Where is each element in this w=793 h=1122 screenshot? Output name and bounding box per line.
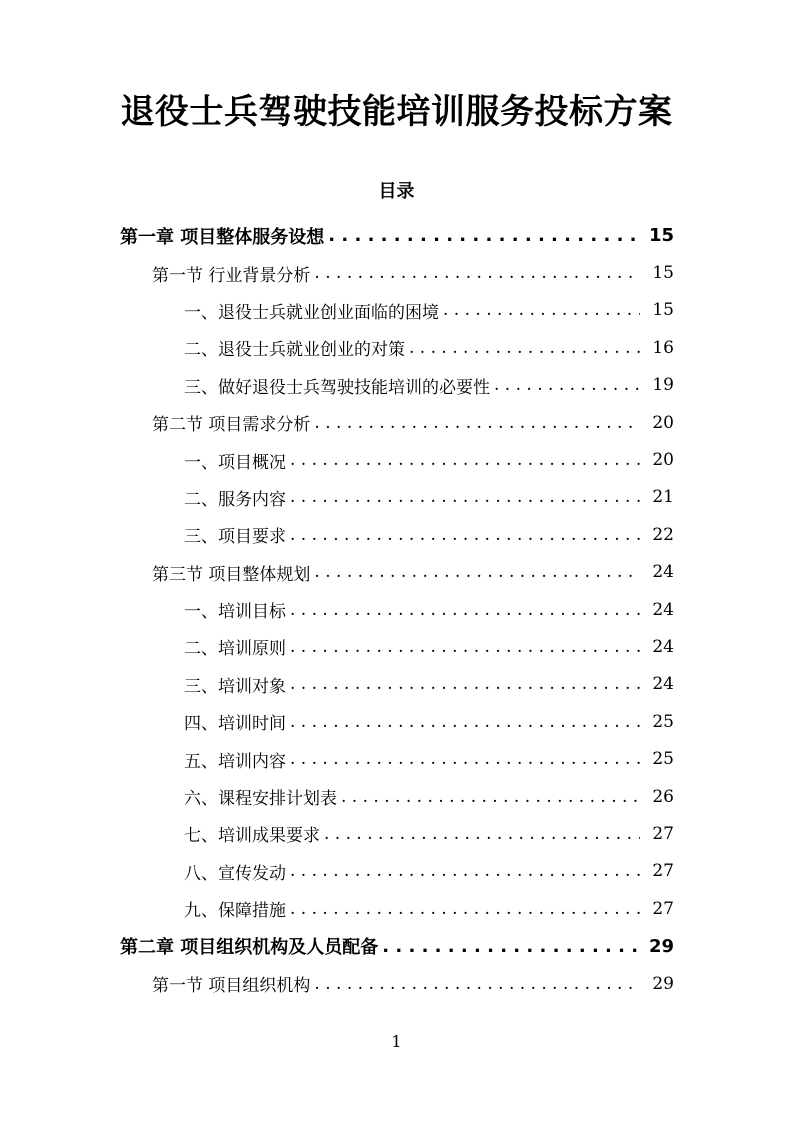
toc-dot-leader (314, 263, 640, 283)
toc-entry-label: 三、培训对象 (184, 672, 290, 697)
toc-entry-label: 二、服务内容 (184, 485, 290, 510)
toc-subsection-entry[interactable] (184, 591, 674, 628)
toc-entry-page: 24 (652, 599, 674, 620)
toc-entry-page: 22 (652, 524, 674, 545)
toc-entry-page: 24 (652, 674, 674, 695)
toc-dot-leader (290, 899, 640, 919)
toc-entry-label: 第一章 项目整体服务设想 (120, 223, 328, 249)
toc-entry-page: 15 (652, 263, 674, 284)
toc-dot-leader (443, 300, 640, 320)
toc-entry-page: 20 (652, 450, 674, 471)
toc-subsection-entry[interactable] (184, 703, 674, 740)
toc-dot-leader (314, 974, 640, 994)
toc-entry-label: 第一节 项目组织机构 (152, 971, 314, 996)
toc-subsection-entry[interactable] (184, 853, 674, 890)
toc-entry-label: 二、退役士兵就业创业的对策 (184, 335, 409, 360)
toc-entry-label: 三、项目要求 (184, 522, 290, 547)
toc-dot-leader (328, 225, 640, 246)
toc-dot-leader (409, 338, 640, 358)
toc-chapter-entry[interactable] (120, 927, 674, 964)
toc-dot-leader (290, 525, 640, 545)
toc-subsection-entry[interactable] (184, 479, 674, 516)
toc-entry-page: 29 (652, 973, 674, 994)
toc-entry-page: 24 (652, 562, 674, 583)
toc-entry-label: 第一节 行业背景分析 (152, 261, 314, 286)
toc-subsection-entry[interactable] (184, 628, 674, 665)
toc-subsection-entry[interactable] (184, 666, 674, 703)
toc-dot-leader (494, 375, 640, 395)
toc-dot-leader (290, 749, 640, 769)
toc-dot-leader (314, 562, 640, 582)
toc-entry-page: 21 (652, 487, 674, 508)
toc-entry-page: 16 (652, 337, 674, 358)
toc-entry-label: 第三节 项目整体规划 (152, 560, 314, 585)
toc-subsection-entry[interactable] (184, 367, 674, 404)
toc-entry-label: 一、项目概况 (184, 448, 290, 473)
toc-subsection-entry[interactable] (184, 740, 674, 777)
toc-subsection-entry[interactable] (184, 292, 674, 329)
toc-subsection-entry[interactable] (184, 890, 674, 927)
document-title: 退役士兵驾驶技能培训服务投标方案 (120, 92, 673, 132)
toc-entry-label: 五、培训内容 (184, 747, 290, 772)
toc-entry-label: 四、培训时间 (184, 709, 290, 734)
toc-entry-page: 27 (652, 823, 674, 844)
toc-section-entry[interactable] (152, 965, 674, 1002)
toc-entry-page: 26 (652, 786, 674, 807)
toc-subsection-entry[interactable] (184, 329, 674, 366)
toc-entry-label: 九、保障措施 (184, 896, 290, 921)
toc-entry-page: 25 (652, 711, 674, 732)
toc-dot-leader (290, 674, 640, 694)
toc-entry-label: 一、退役士兵就业创业面临的困境 (184, 298, 443, 323)
table-of-contents (0, 217, 793, 1002)
toc-dot-leader (341, 787, 640, 807)
toc-dot-leader (290, 712, 640, 732)
toc-entry-page: 27 (652, 861, 674, 882)
toc-entry-page: 24 (652, 636, 674, 657)
toc-dot-leader (314, 413, 640, 433)
toc-dot-leader (290, 450, 640, 470)
toc-entry-page: 27 (652, 898, 674, 919)
page-number: 1 (391, 1032, 402, 1051)
toc-entry-label: 七、培训成果要求 (184, 821, 324, 846)
toc-entry-label: 三、做好退役士兵驾驶技能培训的必要性 (184, 373, 494, 398)
toc-dot-leader (382, 936, 640, 957)
toc-entry-label: 第二节 项目需求分析 (152, 410, 314, 435)
toc-dot-leader (290, 600, 640, 620)
toc-entry-label: 六、课程安排计划表 (184, 784, 341, 809)
toc-entry-page: 29 (648, 935, 674, 957)
toc-entry-label: 第二章 项目组织机构及人员配备 (120, 933, 382, 959)
toc-dot-leader (290, 637, 640, 657)
toc-entry-label: 一、培训目标 (184, 597, 290, 622)
toc-dot-leader (290, 487, 640, 507)
toc-subsection-entry[interactable] (184, 778, 674, 815)
toc-entry-page: 15 (648, 225, 674, 247)
toc-entry-page: 20 (652, 412, 674, 433)
toc-subsection-entry[interactable] (184, 516, 674, 553)
toc-entry-page: 19 (652, 375, 674, 396)
toc-entry-label: 八、宣传发动 (184, 859, 290, 884)
toc-subsection-entry[interactable] (184, 441, 674, 478)
toc-section-entry[interactable] (152, 254, 674, 291)
toc-dot-leader (290, 861, 640, 881)
toc-section-entry[interactable] (152, 404, 674, 441)
toc-section-entry[interactable] (152, 554, 674, 591)
toc-entry-page: 15 (652, 300, 674, 321)
toc-chapter-entry[interactable] (120, 217, 674, 254)
toc-entry-page: 25 (652, 749, 674, 770)
toc-heading: 目录 (378, 181, 415, 202)
toc-dot-leader (324, 824, 640, 844)
toc-subsection-entry[interactable] (184, 815, 674, 852)
toc-entry-label: 二、培训原则 (184, 634, 290, 659)
